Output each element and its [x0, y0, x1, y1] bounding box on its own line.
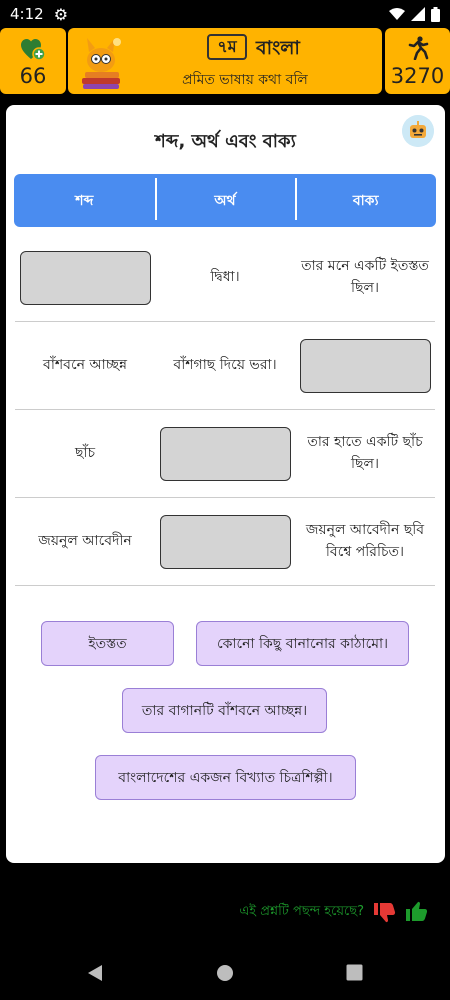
running-person-icon	[407, 36, 429, 60]
meaning-cell: বাঁশগাছ দিয়ে ভরা।	[173, 357, 277, 374]
lesson-subtitle: প্রমিত ভাষায় কথা বলি	[182, 72, 308, 88]
sentence-cell: জয়নুল আবেদীন ছবি বিশ্বে পরিচিত।	[305, 522, 425, 560]
word-cell: জয়নুল আবেদীন	[38, 533, 132, 550]
word-cell: ছাঁচ	[74, 445, 96, 462]
option-chip[interactable]: বাংলাদেশের একজন বিখ্যাত চিত্রশিল্পী।	[95, 755, 356, 800]
header-meaning: অর্থ	[155, 189, 296, 213]
grade-badge: ৭ম	[207, 34, 247, 60]
signal-icon	[411, 7, 425, 21]
thumbs-up-icon[interactable]	[404, 900, 428, 924]
feedback-bar	[239, 900, 428, 924]
option-chip[interactable]: ইতস্তত	[41, 621, 174, 666]
recents-icon[interactable]	[346, 964, 363, 981]
score-panel	[385, 28, 450, 94]
meaning-cell	[155, 498, 295, 586]
navigation-bar	[0, 948, 450, 1000]
word-cell	[15, 234, 155, 322]
word-cell: বাঁশবনে আচ্ছন্ন	[43, 357, 127, 374]
sentence-cell	[295, 322, 435, 410]
thumbs-down-icon[interactable]	[372, 900, 396, 924]
lives-panel[interactable]	[0, 28, 66, 94]
status-bar	[0, 0, 450, 28]
lesson-panel	[68, 28, 382, 94]
meaning-drop-slot[interactable]	[160, 427, 291, 481]
meaning-cell: দ্বিধা।	[210, 269, 240, 286]
header-sentence: বাক্য	[295, 189, 436, 213]
table-header	[14, 174, 436, 227]
wifi-icon	[389, 7, 405, 21]
table-row	[15, 498, 435, 586]
table-row	[15, 410, 435, 498]
status-time: 4:12	[10, 5, 44, 23]
top-bar	[0, 28, 450, 94]
word-drop-slot[interactable]	[20, 251, 151, 305]
lives-count: 66	[19, 64, 47, 88]
back-icon[interactable]	[86, 964, 104, 982]
sentence-drop-slot[interactable]	[300, 339, 431, 393]
home-icon[interactable]	[216, 964, 234, 982]
heart-plus-icon	[20, 38, 46, 62]
sentence-cell: তার হাতে একটি ছাঁচ ছিল।	[307, 434, 423, 472]
status-icons	[389, 7, 440, 22]
score-count: 3270	[390, 64, 445, 88]
option-chip[interactable]: তার বাগানটি বাঁশবনে আচ্ছন্ন।	[122, 688, 327, 733]
sentence-cell: তার মনে একটি ইতস্তত ছিল।	[301, 258, 429, 296]
feedback-question: এই প্রশ্নটি পছন্দ হয়েছে?	[239, 903, 364, 919]
meaning-drop-slot[interactable]	[160, 515, 291, 569]
settings-gear-icon: ⚙	[53, 4, 69, 24]
subject-title: বাংলা	[256, 37, 300, 59]
exercise-card	[6, 105, 445, 863]
table-row	[15, 322, 435, 410]
option-chip[interactable]: কোনো কিছু বানানোর কাঠামো।	[196, 621, 409, 666]
meaning-cell	[155, 410, 295, 498]
header-word: শব্দ	[75, 192, 94, 209]
battery-icon	[431, 7, 440, 22]
exercise-title: শব্দ, অর্থ এবং বাক্য	[155, 131, 296, 152]
robot-assistant-icon[interactable]	[402, 115, 434, 147]
table-row	[15, 234, 435, 322]
